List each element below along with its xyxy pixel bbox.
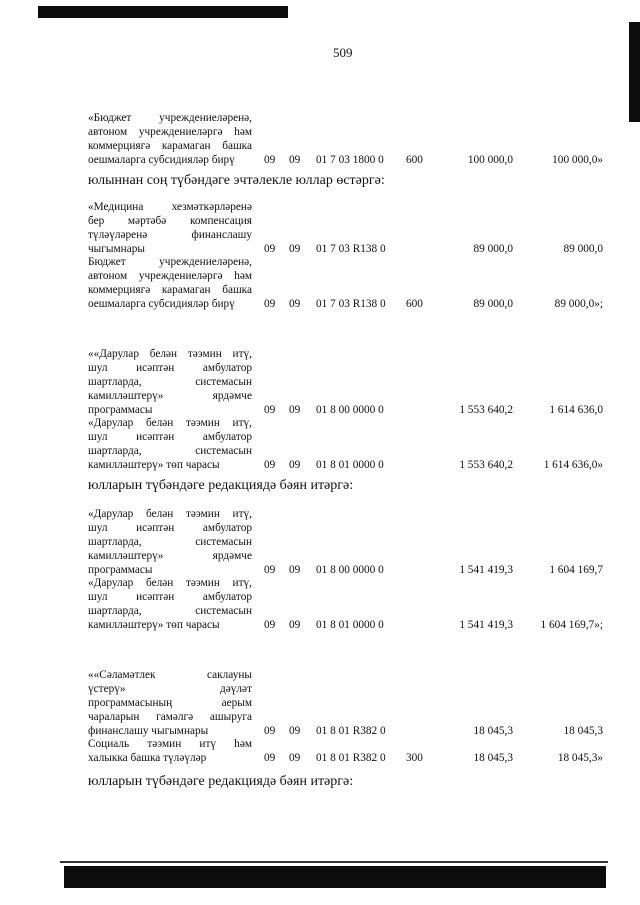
description-line: шартларда, системасын [88,445,252,457]
description-line: түләүләренә финанслашу [88,229,252,241]
expense-type: 600 [406,298,423,310]
amount-2018: 1 553 640,2 [459,459,513,471]
description-line: шул исәптән амбулатор [88,431,252,443]
section-code: 09 [264,725,276,737]
description-line: финанслашу чыгымнары [88,725,209,737]
amount-2018: 89 000,0 [473,243,513,255]
description-line: камилләштерү» ярдәмче [88,390,252,402]
instruction-text: юлыннан соң түбәндәге эчтәлекле юллар өстәргә: [88,173,385,188]
section-code: 09 [264,752,276,764]
description-line: автоном учреждениеләргә һәм [88,126,252,138]
amount-2019: 1 614 636,0 [549,404,603,416]
row-description [88,111,252,167]
description-line: шартларда, системасын [88,605,252,617]
target-code: 01 7 03 R138 0 [316,243,386,255]
budget-row [88,256,613,311]
description-line: Бюджет учреждениеләренә, [88,256,252,268]
budget-row [88,577,613,632]
amount-2018: 1 553 640,2 [459,404,513,416]
description-line: автоном учреждениеләргә һәм [88,270,252,282]
description-line: программасы [88,404,153,416]
amount-2019: 89 000,0»; [554,298,603,310]
description-line: ««Дарулар белән тәэмин итү, [88,348,252,360]
amount-2018: 100 000,0 [467,154,513,166]
row-description [88,255,252,311]
budget-row [88,112,613,167]
amount-2019: 18 045,3 [563,725,603,737]
row-description [88,737,252,765]
section-code: 09 [264,243,276,255]
section-code: 09 [264,459,276,471]
target-code: 01 8 01 R382 0 [316,725,386,737]
description-line: чараларын гамәлгә ашыруга [88,711,252,723]
amount-2018: 89 000,0 [473,298,513,310]
amount-2019: 1 614 636,0» [543,459,603,471]
expense-type: 300 [406,752,423,764]
description-line: бер мәртәбә компенсация [88,215,252,227]
description-line: шул исәптән амбулатор [88,362,252,374]
description-line: оешмаларга субсидияләр бирү [88,298,235,310]
instruction-text: юлларын түбәндәге редакциядә бәян итәргә: [88,774,354,789]
description-line: коммерциягә карамаган башка [88,140,252,152]
description-line: Социаль тәэмин итү һәм [88,738,252,750]
description-line: программасы [88,564,153,576]
description-line: шартларда, системасын [88,536,252,548]
target-code: 01 8 01 R382 0 [316,752,386,764]
description-line: камилләштерү» төп чарасы [88,619,220,631]
target-code: 01 7 03 1800 0 [316,154,384,166]
page-number: 509 [333,45,353,60]
amount-2019: 89 000,0 [563,243,603,255]
amount-2018: 18 045,3 [473,725,513,737]
subsection-code: 09 [289,243,301,255]
row-description [88,347,252,417]
budget-row [88,417,613,472]
expense-type: 600 [406,154,423,166]
subsection-code: 09 [289,752,301,764]
subsection-code: 09 [289,404,301,416]
description-line: үстерү» дәүләт [88,683,252,695]
row-description [88,668,252,738]
row-description [88,200,252,256]
description-line: шул исәптән амбулатор [88,591,252,603]
budget-row [88,738,613,765]
description-line: чыгымнары [88,243,145,255]
description-line: ««Сәламәтлек саклауны [88,669,252,681]
target-code: 01 8 00 0000 0 [316,564,384,576]
subsection-code: 09 [289,725,301,737]
scan-edge-bottom [64,866,606,888]
target-code: 01 7 03 R138 0 [316,298,386,310]
description-line: «Дарулар белән тәэмин итү, [88,417,252,429]
description-line: камилләштерү» төп чарасы [88,459,220,471]
subsection-code: 09 [289,154,301,166]
target-code: 01 8 01 0000 0 [316,459,384,471]
row-description [88,576,252,632]
amount-2019: 1 604 169,7 [549,564,603,576]
description-line: шартларда, системасын [88,376,252,388]
section-code: 09 [264,154,276,166]
subsection-code: 09 [289,459,301,471]
row-description [88,416,252,472]
description-line: программасының аерым [88,697,252,709]
description-line: камилләштерү» ярдәмче [88,550,252,562]
description-line: «Бюджет учреждениеләренә, [88,112,252,124]
scan-line-bottom [60,861,608,863]
description-line: «Дарулар белән тәэмин итү, [88,508,252,520]
scan-edge-right [629,22,640,122]
scan-edge-top [38,6,288,18]
section-code: 09 [264,298,276,310]
amount-2018: 18 045,3 [473,752,513,764]
description-line: шул исәптән амбулатор [88,522,252,534]
target-code: 01 8 00 0000 0 [316,404,384,416]
section-code: 09 [264,564,276,576]
description-line: «Медицина хезмәткәрләренә [88,201,252,213]
description-line: «Дарулар белән тәэмин итү, [88,577,252,589]
amount-2018: 1 541 419,3 [459,564,513,576]
amount-2018: 1 541 419,3 [459,619,513,631]
subsection-code: 09 [289,564,301,576]
row-description [88,507,252,577]
description-line: халыкка башка түләүләр [88,752,207,764]
amount-2019: 1 604 169,7»; [540,619,603,631]
instruction-text: юлларын түбәндәге редакциядә бәян итәргә: [88,478,354,493]
description-line: оешмаларга субсидияләр бирү [88,154,235,166]
amount-2019: 100 000,0» [552,154,603,166]
section-code: 09 [264,404,276,416]
description-line: коммерциягә карамаган башка [88,284,252,296]
target-code: 01 8 01 0000 0 [316,619,384,631]
amount-2019: 18 045,3» [557,752,603,764]
section-code: 09 [264,619,276,631]
subsection-code: 09 [289,298,301,310]
subsection-code: 09 [289,619,301,631]
